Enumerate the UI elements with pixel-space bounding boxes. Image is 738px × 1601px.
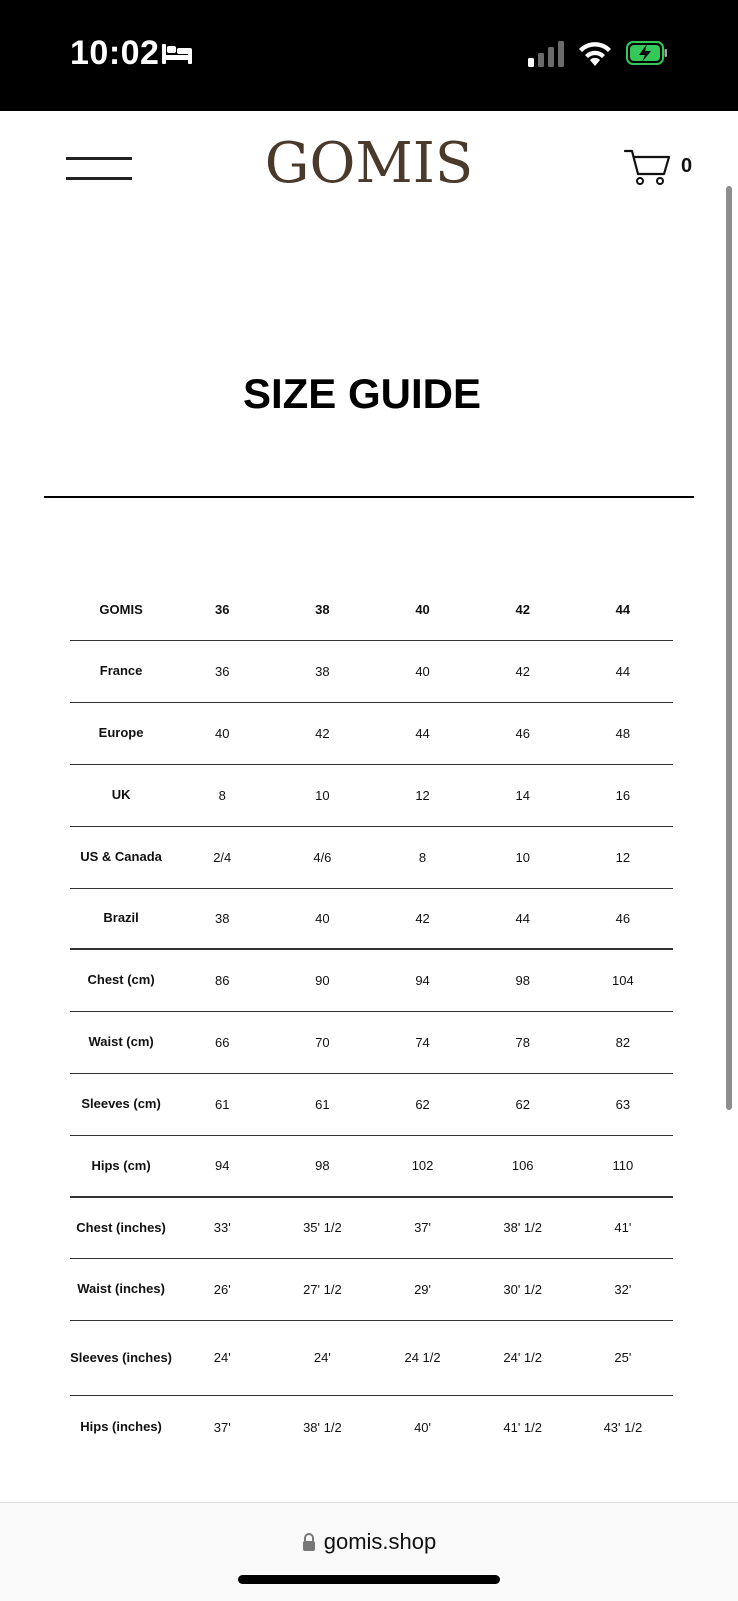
table-cell: 61 — [215, 1096, 230, 1112]
status-bar — [0, 0, 738, 111]
table-cell: 43' 1/2 — [603, 1419, 643, 1435]
home-indicator[interactable] — [238, 1575, 500, 1584]
table-cell: 24' — [213, 1350, 231, 1365]
table-cell: 94 — [415, 972, 430, 988]
row-label: Europe — [98, 725, 144, 740]
table-cell: 37' — [414, 1220, 432, 1236]
row-label: GOMIS — [99, 601, 143, 617]
table-cell: 46 — [515, 725, 530, 741]
wifi-icon — [578, 40, 612, 66]
table-cell: 62 — [515, 1096, 530, 1112]
table-row — [70, 1011, 673, 1073]
table-cell: 25' — [614, 1350, 632, 1365]
lock-icon — [302, 1533, 316, 1551]
table-cell: 44 — [615, 602, 631, 618]
row-label: Waist (cm) — [88, 1034, 154, 1049]
table-cell: 110 — [612, 1158, 634, 1174]
table-cell: 24 1/2 — [404, 1350, 441, 1365]
row-label: UK — [111, 787, 131, 802]
table-cell: 27' 1/2 — [303, 1281, 342, 1297]
table-cell: 61 — [315, 1096, 330, 1112]
table-cell: 10 — [515, 849, 530, 865]
size-table — [70, 580, 673, 1459]
gomis-logo[interactable]: GOMIS — [264, 131, 474, 196]
table-cell: 42 — [415, 910, 430, 926]
url-display[interactable] — [0, 1529, 738, 1555]
table-cell: 42 — [515, 602, 530, 618]
row-label: Brazil — [103, 910, 139, 926]
row-label: Chest (cm) — [87, 972, 155, 988]
battery-charging-icon — [626, 40, 668, 66]
table-cell: 24' 1/2 — [503, 1350, 543, 1365]
table-cell: 37' — [213, 1419, 231, 1435]
table-cell: 94 — [215, 1158, 230, 1174]
row-label: Sleeves (cm) — [81, 1096, 161, 1111]
table-row — [70, 1320, 673, 1395]
table-cell: 40 — [215, 725, 230, 741]
table-cell: 40' — [414, 1419, 432, 1435]
table-cell: 82 — [615, 1034, 631, 1050]
table-cell: 62 — [415, 1096, 430, 1112]
status-time: 10:02 — [70, 34, 160, 72]
table-cell: 14 — [515, 787, 530, 803]
table-row — [70, 949, 673, 1011]
cart-icon[interactable] — [623, 147, 671, 187]
table-row — [70, 1197, 673, 1258]
table-cell: 102 — [411, 1158, 434, 1174]
table-cell: 41' 1/2 — [503, 1419, 543, 1435]
divider — [44, 496, 694, 498]
table-cell: 40 — [415, 663, 430, 679]
row-label: France — [99, 663, 143, 678]
table-row — [70, 888, 673, 949]
table-cell: 90 — [315, 972, 330, 988]
table-cell: 74 — [415, 1034, 430, 1050]
bed-icon — [161, 42, 193, 66]
row-label: Waist (inches) — [77, 1281, 165, 1296]
row-label: US & Canada — [80, 849, 162, 864]
table-cell: 66 — [215, 1034, 230, 1050]
row-label: Sleeves (inches) — [70, 1349, 173, 1365]
table-cell: 40 — [415, 602, 430, 618]
table-cell: 8 — [418, 849, 427, 865]
table-cell: 44 — [615, 663, 631, 679]
table-cell: 40 — [315, 910, 330, 926]
row-label: Chest (inches) — [76, 1219, 166, 1235]
table-cell: 78 — [515, 1034, 530, 1050]
table-row — [70, 640, 673, 702]
table-cell: 8 — [218, 787, 226, 803]
table-cell: 44 — [515, 910, 530, 926]
table-cell: 32' — [614, 1281, 632, 1297]
table-cell: 33' — [213, 1220, 231, 1236]
table-cell: 38 — [315, 663, 330, 679]
table-row — [70, 702, 673, 764]
table-cell: 46 — [615, 910, 631, 926]
site-header — [0, 111, 738, 223]
table-cell: 38 — [315, 602, 330, 618]
table-cell: 98 — [515, 972, 530, 988]
table-cell: 4/6 — [313, 849, 332, 865]
table-cell: 44 — [415, 725, 430, 741]
table-cell: 104 — [612, 972, 634, 988]
scrollbar[interactable] — [726, 186, 732, 1110]
table-row — [70, 580, 673, 640]
table-cell: 86 — [215, 972, 230, 988]
table-cell: 12 — [615, 849, 631, 865]
table-cell: 36 — [215, 663, 230, 679]
table-cell: 24' — [313, 1350, 331, 1365]
table-cell: 98 — [315, 1158, 330, 1174]
row-label: Hips (inches) — [80, 1419, 162, 1435]
table-cell: 38 — [215, 910, 230, 926]
table-cell: 48 — [615, 725, 631, 741]
table-cell: 42 — [315, 725, 330, 741]
table-cell: 30' 1/2 — [503, 1281, 543, 1297]
table-row — [70, 1258, 673, 1320]
table-cell: 36 — [215, 602, 230, 618]
table-cell: 35' 1/2 — [303, 1220, 342, 1236]
table-cell: 38' 1/2 — [503, 1220, 543, 1236]
table-cell: 41' — [614, 1220, 632, 1236]
table-cell: 106 — [511, 1158, 534, 1174]
url-text: gomis.shop — [323, 1529, 437, 1554]
table-cell: 12 — [415, 787, 430, 803]
table-row — [70, 1395, 673, 1459]
row-label: Hips (cm) — [91, 1157, 151, 1173]
table-row — [70, 764, 673, 826]
signal-icon — [528, 41, 568, 67]
table-cell: 16 — [615, 787, 631, 803]
table-cell: 29' — [414, 1281, 432, 1297]
table-cell: 2/4 — [213, 849, 232, 865]
cart-count: 0 — [681, 155, 693, 177]
table-row — [70, 1135, 673, 1197]
table-cell: 26' — [213, 1281, 231, 1297]
table-row — [70, 826, 673, 888]
table-cell: 42 — [515, 663, 530, 679]
table-row — [70, 1073, 673, 1135]
page-title: SIZE GUIDE — [242, 370, 482, 417]
browser-address-bar[interactable] — [0, 1502, 738, 1601]
table-cell: 10 — [315, 787, 330, 803]
table-cell: 38' 1/2 — [303, 1419, 342, 1435]
table-cell: 70 — [315, 1034, 330, 1050]
table-cell: 63 — [615, 1096, 631, 1112]
